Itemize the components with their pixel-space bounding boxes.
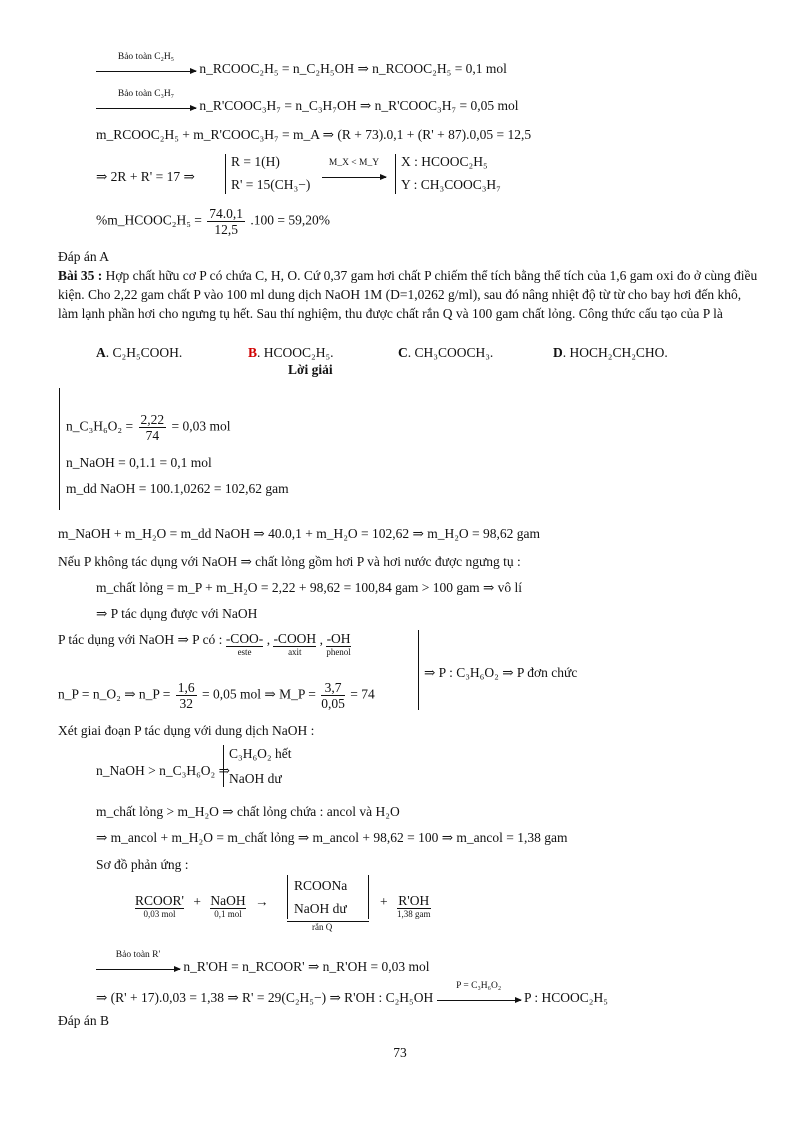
equation-text: ⇒ 2R + R' = 17 ⇒ <box>96 169 195 184</box>
option-c: C. CH₃COOCH₃. <box>398 345 494 360</box>
conservation-arrow: Bảo toàn C₂H₅ <box>96 61 196 78</box>
problem-label: Bài 35 : <box>58 268 103 283</box>
system-row: R' = 15(CH₃−) <box>231 177 311 192</box>
percent-equation <box>96 206 330 237</box>
mass-equation: m_RCOOC₂H₅ + m_R'COOC₃H₇ = m_A ⇒ (R + 73).0,1 + (R' + 87).0,05 = 12,5 <box>96 127 532 142</box>
conservation-arrow: Bảo toàn C₃H₇ <box>96 98 196 115</box>
system-row: Y : CH₃COOC₃H₇ <box>401 177 501 192</box>
equation-text: n_RCOOC₂H₅ = n_C₂H₅OH ⇒ n_RCOOC₂H₅ = 0,1 mol <box>199 61 507 76</box>
right-brace <box>366 875 369 919</box>
left-brace <box>287 875 288 919</box>
liquid-contains: m_chất lỏng > m_H₂O ⇒ chất lỏng chứa : ancol và H₂O <box>96 804 400 819</box>
final-line: ⇒ (R' + 17).0,03 = 1,38 ⇒ R' = 29(C₂H₅−) ⇒ R'OH : C₂H₅OH P = C₃H₆O₂ P : HCOOC₂H₅ <box>96 981 608 1005</box>
equation-text: n_R'COOC₃H₇ = n_C₃H₇OH ⇒ n_R'COOC₃H₇ = 0,05 mol <box>199 98 519 113</box>
fraction: $\frac{74.0,1}{12,5}$ <box>209 206 244 237</box>
line-system-r <box>96 158 195 184</box>
system-row: C₃H₆O₂ hết <box>229 746 292 761</box>
system-row: m_dd NaOH = 100.1,0262 = 102,62 gam <box>66 481 289 496</box>
system-row: n_NaOH = 0,1.1 = 0,1 mol <box>66 455 212 470</box>
ancol-mass: ⇒ m_ancol + m_H₂O = m_chất lỏng ⇒ m_ancol + 98,62 = 100 ⇒ m_ancol = 1,38 gam <box>96 830 568 845</box>
left-brace <box>223 745 224 787</box>
equation-text: .100 = 59,20% <box>250 212 331 228</box>
system-row: n_C₃H₆O₂ = $\frac{2,22}{74}$ = 0,03 mol <box>66 412 231 443</box>
system-row: R = 1(H) <box>231 154 280 169</box>
mx-my-arrow: M_X < M_Y <box>322 166 386 184</box>
liquid-mass-equation: m_chất lỏng = m_P + m_H₂O = 2,22 + 98,62 = 100,84 gam > 100 gam ⇒ vô lí <box>96 580 523 595</box>
stage-text: Xét giai đoạn P tác dụng với dung dịch NaOH : <box>58 723 315 738</box>
reaction-scheme: RCOOR' 0,03 mol + NaOH 0,1 mol → <box>135 893 269 919</box>
system-row: NaOH dư <box>229 771 282 786</box>
assumption-text: Nếu P không tác dụng với NaOH ⇒ chất lỏng gồm hơi P và hơi nước được ngưng tụ : <box>58 554 521 569</box>
problem-35 <box>58 266 758 323</box>
right-brace <box>414 630 419 710</box>
left-brace <box>395 154 396 194</box>
conclusion-text: ⇒ P tác dụng được với NaOH <box>96 606 258 621</box>
product-label: rắn Q <box>312 922 333 932</box>
option-d: D. HOCH₂CH₂CHO. <box>553 345 668 360</box>
solution-title: Lời giải <box>288 362 333 377</box>
alcohol-product: + R'OH 1,38 gam <box>380 893 431 919</box>
p-conclusion: ⇒ P : C₃H₆O₂ ⇒ P đơn chức <box>424 665 578 680</box>
line-bao-toan-r: Bảo toàn R' n_R'OH = n_RCOOR' ⇒ n_R'OH = 0,03 mol <box>96 958 429 976</box>
option-b: B. HCOOC₂H₅. <box>248 345 334 360</box>
line-bao-toan-c3h7 <box>96 89 519 115</box>
page-number: 73 <box>393 1045 407 1060</box>
system-row: X : HCOOC₂H₅ <box>401 154 488 169</box>
groups-line: P tác dụng với NaOH ⇒ P có : -COO- este , -COOH axit , -OH phenol <box>58 631 351 657</box>
left-brace <box>225 154 226 194</box>
option-a: A. C₂H₅COOH. <box>96 345 183 360</box>
problem-text: Hợp chất hữu cơ P có chứa C, H, O. Cứ 0,37 gam hơi chất P chiếm thể tích bằng thể tích của 1,6 gam oxi đo ở cùng điều kiện. Cho 2,22 gam chất P vào 100 ml dung dịch NaOH 1M (D=1,0262 g/ml), sau đó nâng nhiệt độ từ từ cho bay hơi đến khô, làm lạnh phần hơi cho ngưng tụ hết. Sau thí nghiệm, thu được chất rắn Q và 100 gam chất lỏng. Công thức cấu tạo của P là <box>58 268 758 321</box>
line-bao-toan-c2h5 <box>96 52 507 78</box>
product-row: NaOH dư <box>294 901 347 916</box>
np-line: n_P = n_O₂ ⇒ n_P = $\frac{1,6}{32}$ = 0,05 mol ⇒ M_P = $\frac{3,7}{0,05}$ = 74 <box>58 680 375 711</box>
naoh-compare: n_NaOH > n_C₃H₆O₂ ⇒ <box>96 763 230 778</box>
left-brace <box>59 388 60 510</box>
equation-text: %m_HCOOC₂H₅ = <box>96 212 202 228</box>
water-equation: m_NaOH + m_H₂O = m_dd NaOH ⇒ 40.0,1 + m_H₂O = 102,62 ⇒ m_H₂O = 98,62 gam <box>58 526 541 541</box>
answer-a: Đáp án A <box>58 249 109 264</box>
answer-b: Đáp án B <box>58 1013 109 1028</box>
scheme-title: Sơ đồ phản ứng : <box>96 857 189 872</box>
product-row: RCOONa <box>294 878 348 893</box>
